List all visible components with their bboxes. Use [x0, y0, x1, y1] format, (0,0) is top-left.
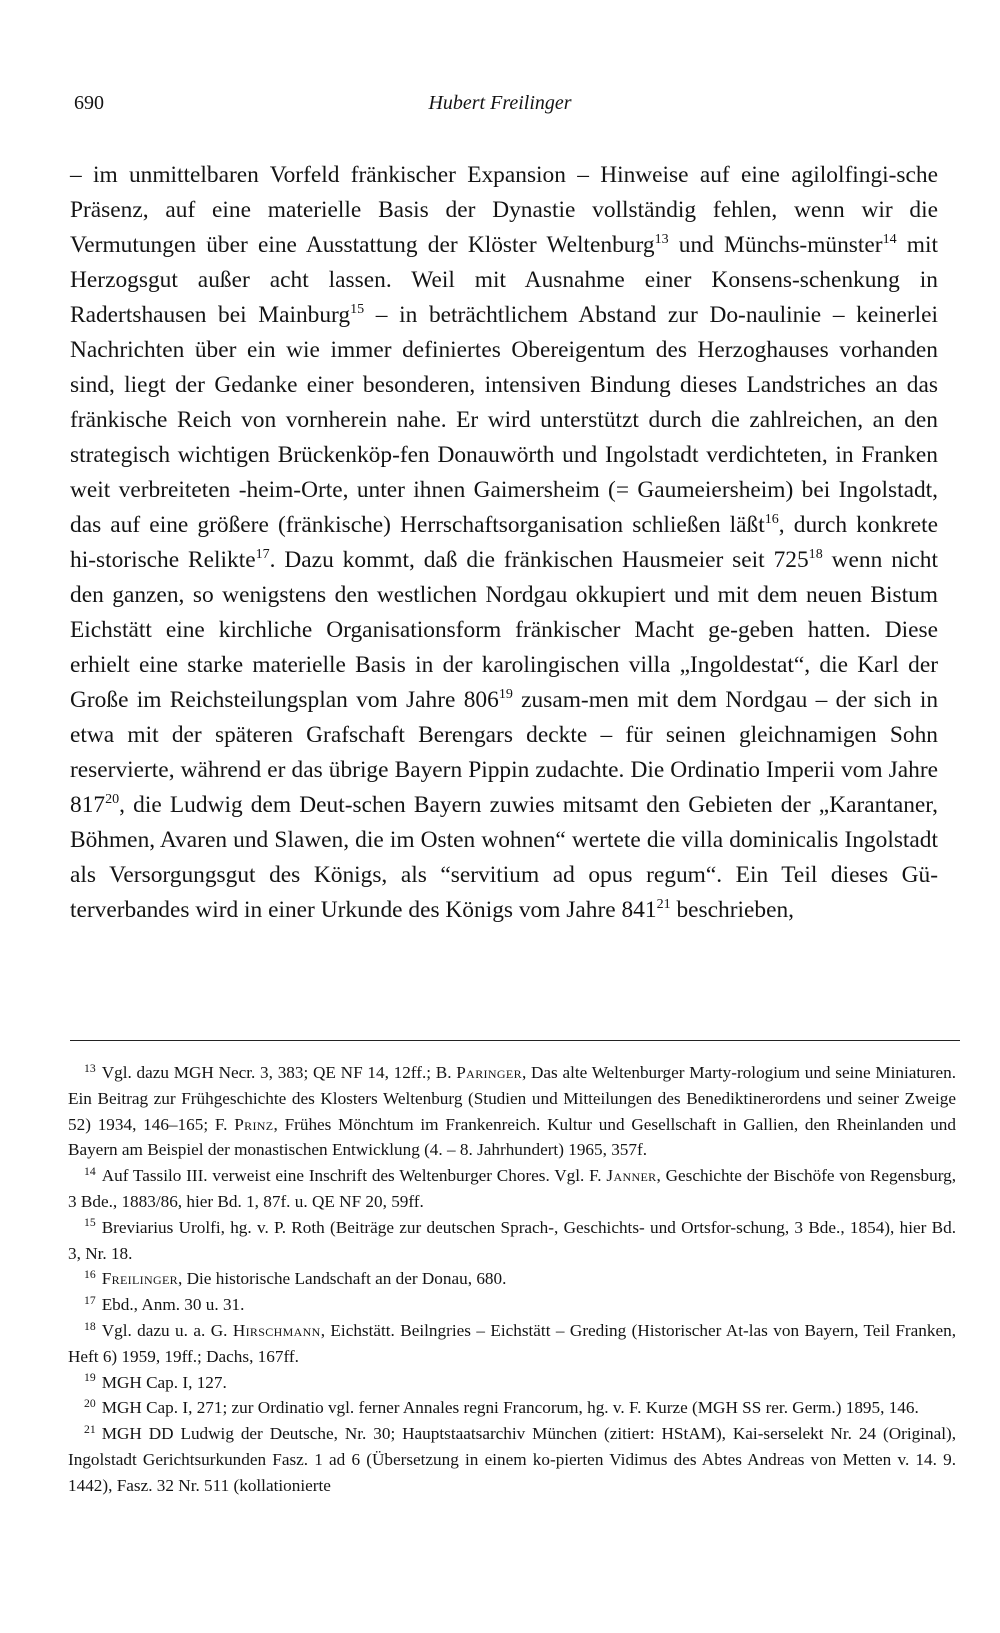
- text-segment: mit Herzogsgut außer acht lassen. Weil mit Ausnahme einer Konsens-schenkung in Radertshausen bei Mainburg: [70, 232, 938, 328]
- footnote-number: 13: [84, 1061, 96, 1075]
- footnote-text: , Eichstätt. Beilngries – Eichstätt – Greding (Historischer At-las von Bayern, Teil Franken, Heft 6) 1959, 19ff.; Dachs, 167ff.: [68, 1320, 956, 1366]
- author-name: Prinz: [234, 1114, 274, 1134]
- text-segment: wenn nicht den ganzen, so wenigstens den westlichen Nordgau okkupiert und mit dem neuen Bistum Eichstätt eine kirchliche Organisationsform fränkischer Macht ge-geben hatten. Diese erhielt eine starke materielle Basis in der karolingischen villa „Ingoldestat“, die Karl der Große im Reichsteilungsplan vom Jahre 806: [70, 547, 938, 713]
- footnote-ref-13: 13: [654, 230, 669, 247]
- footnote-number: 15: [84, 1216, 96, 1230]
- footnote-ref-16: 16: [764, 510, 779, 527]
- author-name: Paringer: [456, 1063, 522, 1082]
- footnote-19: [68, 1370, 956, 1396]
- footnote-number: 20: [84, 1396, 96, 1410]
- footnote-text: MGH Cap. I, 271; zur Ordinatio vgl. ferner Annales regni Francorum, hg. v. F. Kurze (MGH SS rer. Germ.) 1895, 146.: [101, 1398, 919, 1418]
- text-segment: zusam-men mit dem Nordgau – der sich in etwa mit der späteren Grafschaft Berengars deckte – für seinen gleichnamigen Sohn reservierte, während er das übrige Bayern Pippin zudachte. Die Ordinatio Imperii vom Jahre 817: [70, 687, 939, 818]
- footnote-number: 21: [84, 1422, 96, 1436]
- footnote-ref-14: 14: [882, 230, 897, 247]
- footnote-number: 19: [84, 1371, 96, 1385]
- footnote-ref-15: 15: [350, 300, 365, 317]
- footnote-text: Ebd., Anm. 30 u. 31.: [101, 1295, 245, 1315]
- text-segment: , durch konkrete hi-storische Relikte: [70, 512, 938, 573]
- footnote-ref-18: 18: [808, 545, 823, 562]
- author-name: Janner: [606, 1166, 657, 1186]
- footnote-text: Auf Tassilo III. verweist eine Inschrift des Weltenburger Chores. Vgl. F.: [101, 1166, 607, 1186]
- footnote-14: [68, 1163, 956, 1215]
- footnote-number: 16: [84, 1267, 96, 1281]
- footnotes: [68, 1060, 956, 1499]
- footnote-text: Vgl. dazu MGH Necr. 3, 383; QE NF 14, 12ff.; B.: [101, 1063, 457, 1082]
- footnote-text: Vgl. dazu u. a. G.: [101, 1320, 233, 1340]
- author-name: Hirschmann: [232, 1320, 321, 1340]
- author-name: Freilinger: [101, 1269, 179, 1289]
- footnote-text: , Frühes Mönchtum im Frankenreich. Kultur und Gesellschaft in Gallien, den Rheinlanden und Bayern am Beispiel der monastischen Entwicklung (4. – 8. Jahrhundert) 1965, 357f.: [68, 1114, 956, 1160]
- running-head-author: Hubert Freilinger: [428, 92, 572, 114]
- text-segment: – in beträchtlichem Abstand zur Do-naulinie – keinerlei Nachrichten über ein wie immer definiertes Obereigentum des Herzoghauses vorhanden sind, liegt der Gedanke einer besonderen, intensiven Bindung dieses Landstriches an das fränkische Reich von vornherein nahe. Er wird unterstützt durch die zahlreichen, an den strategisch wichtigen Brückenköp-fen Donauwörth und Ingolstadt verdichteten, in Franken weit verbreiteten -heim-Orte, unter ihnen Gaimersheim (= Gaumeiersheim) bei Ingolstadt, das auf eine größere (fränkische) Herrschaftsorganisation schließen läßt: [70, 302, 938, 538]
- footnote-18: [68, 1318, 956, 1370]
- main-text: [70, 158, 938, 928]
- footnote-text: Breviarius Urolfi, hg. v. P. Roth (Beiträge zur deutschen Sprach-, Geschichts- und Ortsfor-schung, 3 Bde., 1854), hier Bd. 3, Nr. 18.: [68, 1217, 956, 1263]
- footnote-ref-17: 17: [255, 545, 270, 562]
- footnote-17: [68, 1292, 956, 1318]
- footnote-ref-21: 21: [656, 895, 671, 912]
- text-segment: . Dazu kommt, daß die fränkischen Hausmeier seit 725: [269, 547, 809, 573]
- footnote-text: MGH DD Ludwig der Deutsche, Nr. 30; Hauptstaatsarchiv München (zitiert: HStAM), Kai-serselekt Nr. 24 (Original), Ingolstadt Gerichtsurkunden Fasz. 1 ad 6 (Übersetzung in einem ko-pierten Vidimus des Abtes Andreas von Metten v. 14. 9. 1442), Fasz. 32 Nr. 511 (kollationierte: [68, 1424, 956, 1495]
- footnote-number: 14: [84, 1164, 96, 1178]
- footnote-16: [68, 1266, 956, 1292]
- footnote-number: 18: [84, 1319, 96, 1333]
- footnote-21: [68, 1421, 956, 1498]
- footnote-15: [68, 1215, 956, 1267]
- footnote-ref-20: 20: [105, 790, 120, 807]
- text-segment: beschrieben,: [670, 897, 794, 923]
- text-segment: – im unmittelbaren Vorfeld fränkischer Expansion – Hinweise auf eine agilolfingi-sche Präsenz, auf eine materielle Basis der Dynastie vollständig fehlen, wenn wir die Vermutungen über eine Ausstattung der Klöster Weltenburg: [70, 162, 938, 258]
- footnote-13: [68, 1060, 956, 1163]
- text-segment: , die Ludwig dem Deut-schen Bayern zuwies mitsamt den Gebieten der „Karantaner, Böhmen, Avaren und Slawen, die im Osten wohnen“ wertete die villa dominicalis Ingolstadt als Versorgungsgut des Königs, als “servitium ad opus regum“. Ein Teil dieses Gü-terverbandes wird in einer Urkunde des Königs vom Jahre 841: [70, 792, 938, 923]
- footnote-number: 17: [84, 1293, 96, 1307]
- text-segment: und Münchs-münster: [668, 232, 883, 258]
- footnote-text: , Geschichte der Bischöfe von Regensburg, 3 Bde., 1883/86, hier Bd. 1, 87f. u. QE NF 20, 59ff.: [68, 1166, 957, 1211]
- footnote-text: MGH Cap. I, 127.: [101, 1372, 227, 1392]
- footnote-ref-19: 19: [498, 685, 513, 702]
- main-paragraph: [70, 158, 938, 928]
- page-number: 690: [74, 92, 104, 114]
- footnote-20: [68, 1395, 956, 1421]
- footnote-text: , Das alte Weltenburger Marty-rologium und seine Miniaturen. Ein Beitrag zur Frühgeschichte des Klosters Weltenburg (Studien und Mitteilungen des Benediktinerordens und seiner Zweige 52) 1934, 146–165; F.: [68, 1063, 957, 1134]
- page-header: [0, 92, 1000, 122]
- footnote-text: , Die historische Landschaft an der Donau, 680.: [178, 1269, 507, 1289]
- footnote-divider: [70, 1040, 960, 1041]
